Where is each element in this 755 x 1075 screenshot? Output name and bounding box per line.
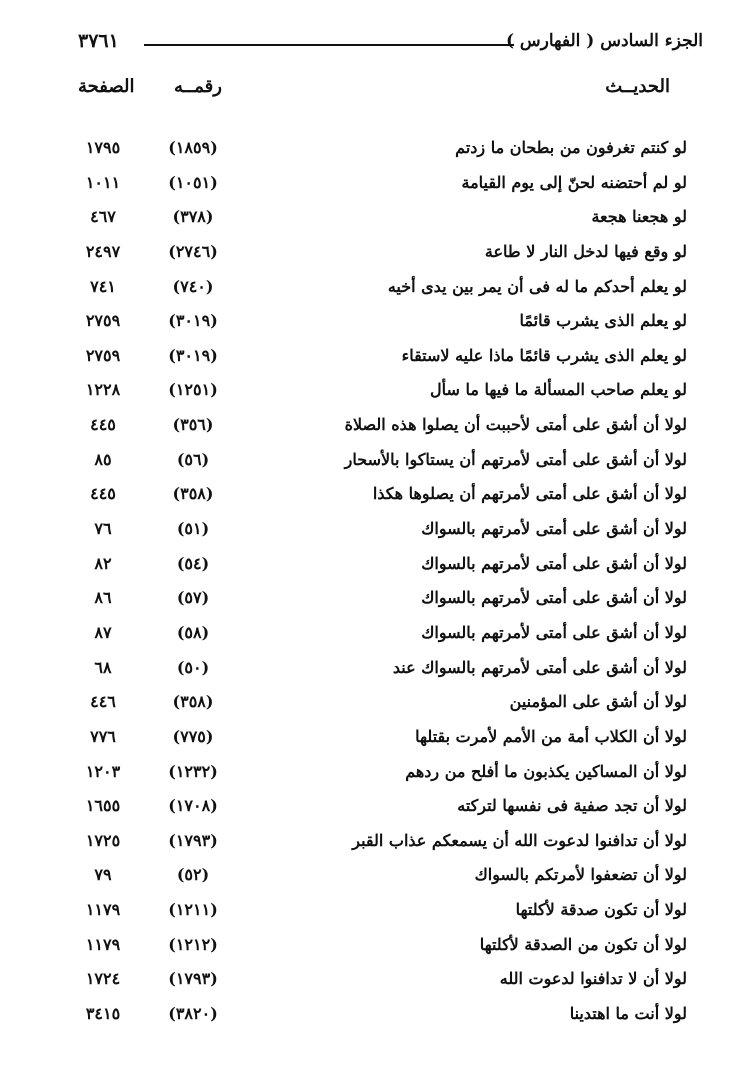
- hadith-number: (٧٤٠): [172, 276, 214, 296]
- page-reference: ٢٧٥٩: [85, 311, 121, 331]
- hadith-number: (٥٠): [176, 657, 210, 677]
- hadith-number: (٣٠١٩): [168, 311, 218, 331]
- table-row: [0, 411, 755, 446]
- hadith-number: (١٧٩٣): [168, 969, 218, 989]
- page-reference: ١٧٩٥: [85, 138, 121, 157]
- table-row: [0, 273, 755, 308]
- hadith-text: لولا أن لا تدافنوا لدعوت الله: [499, 969, 687, 989]
- hadith-number: (١٧٩٣): [168, 830, 218, 850]
- table-row: [0, 584, 755, 619]
- hadith-text: لو هجعنا هجعة: [591, 207, 687, 227]
- hadith-number: (٣٥٨): [172, 692, 214, 712]
- column-header-page: الصفحة: [78, 76, 135, 97]
- hadith-text: لولا أن أشق على أمتى لأمرتهم بالسواك: [421, 588, 687, 608]
- hadith-text: لو كنتم تغرفون من بطحان ما زدتم: [455, 138, 687, 157]
- page-reference: ٨٦: [94, 588, 112, 608]
- page-reference: ٧٦: [94, 519, 112, 539]
- hadith-number: (٧٧٥): [172, 726, 214, 746]
- table-row: [0, 792, 755, 827]
- page-reference: ٢٤٩٧: [85, 241, 121, 261]
- page-reference: ١١٧٩: [85, 934, 121, 954]
- table-row: [0, 203, 755, 238]
- page-reference: ٦٨: [94, 657, 112, 677]
- hadith-text: لو يعلم الذى يشرب قائمًا: [519, 311, 687, 331]
- table-row: [0, 480, 755, 515]
- hadith-text: لو يعلم صاحب المسألة ما فيها ما سأل: [429, 380, 687, 400]
- page-reference: ٤٤٥: [90, 484, 116, 504]
- page-reference: ٢٧٥٩: [85, 345, 121, 365]
- page-number: ٣٧٦١: [78, 30, 119, 52]
- page-reference: ٨٢: [94, 553, 112, 573]
- table-row: [0, 238, 755, 273]
- table-row: [0, 342, 755, 377]
- table-row: [0, 134, 755, 169]
- hadith-number: (٥٧): [176, 588, 210, 608]
- hadith-number: (٥٨): [176, 622, 210, 642]
- table-row: [0, 446, 755, 481]
- table-row: [0, 758, 755, 793]
- page-reference: ٤٤٥: [90, 415, 116, 435]
- hadith-number: (١٧٠٨): [168, 796, 218, 816]
- page-reference: ٤٤٦: [90, 692, 116, 712]
- hadith-text: لولا أن أشق على أمتى لأمرتهم بالسواك: [421, 519, 687, 539]
- hadith-text: لولا أن تضعفوا لأمرتكم بالسواك: [474, 865, 687, 885]
- hadith-text: لولا أن أشق على أمتى لأمرتهم بالسواك: [421, 622, 687, 642]
- hadith-number: (١٢٥١): [168, 380, 218, 400]
- hadith-number: (٣٨٢٠): [168, 1004, 218, 1024]
- hadith-number: (٣٥٨): [172, 484, 214, 504]
- hadith-number: (٥٢): [176, 865, 210, 885]
- hadith-text: لولا أن تدافنوا لدعوت الله أن يسمعكم عذاب القبر: [352, 830, 687, 850]
- hadith-text: لولا أن أشق على أمتى لأمرتهم أن يستاكوا بالأسحار: [344, 449, 687, 469]
- table-row: [0, 965, 755, 1000]
- hadith-text: لولا أن أشق على المؤمنين: [509, 692, 687, 712]
- hadith-number: (١٠٥١): [168, 172, 218, 192]
- hadith-text: لولا أن أشق على أمتى لأمرتهم بالسواك عند: [392, 657, 687, 677]
- hadith-number: (٥٤): [176, 553, 210, 573]
- table-row: [0, 896, 755, 931]
- page-reference: ١٧٢٥: [85, 830, 121, 850]
- table-row: [0, 307, 755, 342]
- hadith-text: لولا أن أشق على أمتى لأمرتهم أن يصلوها هكذا: [372, 484, 687, 504]
- page-reference: ٧٩: [94, 865, 112, 885]
- page-header: [78, 30, 703, 60]
- hadith-number: (١٢١٢): [168, 934, 218, 954]
- running-title: الجزء السادس ( الفهارس ): [505, 31, 703, 51]
- table-row: [0, 654, 755, 689]
- hadith-number: (٥١): [176, 519, 210, 539]
- table-row: [0, 827, 755, 862]
- column-header-hadith: الحديــث: [605, 76, 670, 97]
- hadith-number: (٢٧٤٦): [168, 241, 218, 261]
- page-reference: ١٦٥٥: [85, 796, 121, 816]
- table-row: [0, 931, 755, 966]
- hadith-text: لو يعلم الذى يشرب قائمًا ماذا عليه لاستقاء: [401, 345, 687, 365]
- hadith-number: (١٢١١): [168, 900, 218, 920]
- hadith-text: لو وقع فيها لدخل النار لا طاعة: [484, 241, 687, 261]
- table-row: [0, 619, 755, 654]
- column-headers: [78, 76, 670, 110]
- hadith-text: لولا أن تجد صفية فى نفسها لتركته: [457, 796, 687, 816]
- table-row: [0, 550, 755, 585]
- hadith-text: لولا أن أشق على أمتى لأحببت أن يصلوا هذه الصلاة: [344, 415, 687, 435]
- column-header-number: رقمــه: [174, 76, 222, 97]
- page-reference: ٨٧: [94, 622, 112, 642]
- table-row: [0, 376, 755, 411]
- hadith-text: لو لم أحتضنه لحنّ إلى يوم القيامة: [461, 172, 687, 192]
- hadith-number: (٣٥٦): [172, 415, 214, 435]
- table-row: [0, 169, 755, 204]
- page-reference: ١٢٢٨: [85, 380, 121, 400]
- page-reference: ٤٦٧: [90, 207, 116, 227]
- page-reference: ٣٤١٥: [85, 1004, 121, 1024]
- hadith-number: (٣٧٨): [172, 207, 214, 227]
- page-reference: ١٠١١: [85, 172, 121, 192]
- hadith-text: لولا أن الكلاب أمة من الأمم لأمرت بقتلها: [415, 726, 687, 746]
- page-reference: ٨٥: [94, 449, 112, 469]
- table-row: [0, 688, 755, 723]
- hadith-text: لولا أن تكون صدقة لأكلتها: [515, 900, 687, 920]
- hadith-number: (٣٠١٩): [168, 345, 218, 365]
- hadith-text: لولا أن المساكين يكذبون ما أفلح من ردهم: [405, 761, 687, 781]
- table-row: [0, 1000, 755, 1035]
- table-row: [0, 861, 755, 896]
- page-reference: ١٢٠٣: [85, 761, 121, 781]
- table-row: [0, 515, 755, 550]
- page-reference: ٧٧٦: [90, 726, 116, 746]
- hadith-text: لولا أن أشق على أمتى لأمرتهم بالسواك: [421, 553, 687, 573]
- hadith-number: (٥٦): [176, 449, 210, 469]
- hadith-number: (١٨٥٩): [168, 138, 218, 157]
- index-table: [0, 134, 755, 1035]
- header-rule: [144, 44, 514, 46]
- hadith-text: لو يعلم أحدكم ما له فى أن يمر بين يدى أخيه: [387, 276, 687, 296]
- page-reference: ١١٧٩: [85, 900, 121, 920]
- table-row: [0, 723, 755, 758]
- hadith-number: (١٢٣٢): [168, 761, 218, 781]
- hadith-text: لولا أنت ما اهتدينا: [569, 1004, 687, 1024]
- page-reference: ٧٤١: [90, 276, 116, 296]
- hadith-text: لولا أن تكون من الصدقة لأكلتها: [479, 934, 687, 954]
- page-reference: ١٧٢٤: [85, 969, 121, 989]
